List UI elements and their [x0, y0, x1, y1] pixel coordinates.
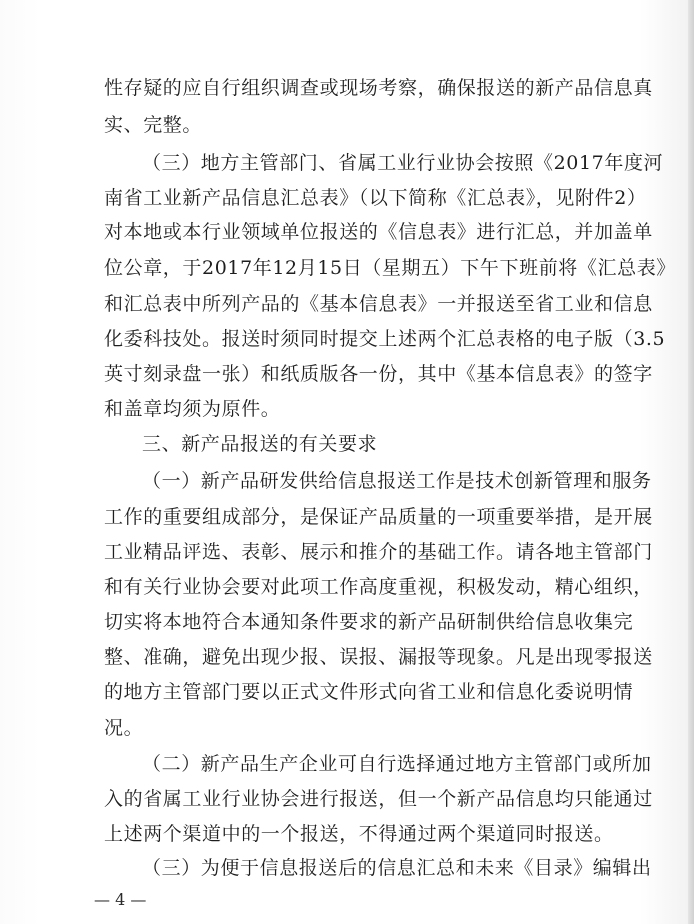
text-line: 位公章，于2017年12月15日（星期五）下午下班前将《汇总表》 [104, 257, 676, 279]
paragraph-heading: （三）地方主管部门、省属工业行业协会按照《2017年度河 [142, 152, 664, 174]
text-line: 和有关行业协会要对此项工作高度重视，积极发动，精心组织， [104, 576, 653, 598]
text-line: 切实将本地符合本通知条件要求的新产品研制供给信息收集完 [104, 611, 634, 633]
text-line: 工作的重要组成部分，是保证产品质量的一项重要举措，是开展 [104, 506, 653, 528]
text-line: 工业精品评选、表彰、展示和推介的基础工作。请各地主管部门 [104, 541, 653, 563]
text-line: 和盖章均须为原件。 [104, 398, 281, 420]
text-line: 化委科技处。报送时须同时提交上述两个汇总表格的电子版（3.5 [104, 328, 666, 350]
text-line: 上述两个渠道中的一个报送，不得通过两个渠道同时报送。 [104, 823, 614, 845]
text-line: 况。 [104, 717, 144, 739]
text-line: 对本地或本行业领域单位报送的《信息表》进行汇总，并加盖单 [104, 221, 653, 243]
paragraph-heading: （二）新产品生产企业可自行选择通过地方主管部门或所加 [142, 753, 652, 775]
text-line: 南省工业新产品信息汇总表》（以下简称《汇总表》，见附件2） [104, 187, 647, 209]
page-number: — 4 — [94, 890, 147, 909]
paragraph-heading: （三）为便于信息报送后的信息汇总和未来《目录》编辑出 [142, 857, 652, 879]
text-line: 英寸刻录盘一张）和纸质版各一份，其中《基本信息表》的签字 [104, 363, 653, 385]
text-line: 的地方主管部门要以正式文件形式向省工业和信息化委说明情 [104, 681, 634, 703]
text-line: 和汇总表中所列产品的《基本信息表》一并报送至省工业和信息 [104, 293, 653, 315]
paragraph-heading: （一）新产品研发供给信息报送工作是技术创新管理和服务 [142, 470, 652, 492]
text-line: 整、准确，避免出现少报、误报、漏报等现象。凡是出现零报送 [104, 646, 653, 668]
text-line: 实、完整。 [104, 114, 203, 136]
text-line: 性存疑的应自行组织调查或现场考察，确保报送的新产品信息真 [104, 77, 653, 99]
page-edge-shadow [688, 0, 694, 924]
text-line: 入的省属工业行业协会进行报送，但一个新产品信息均只能通过 [104, 788, 653, 810]
section-heading: 三、新产品报送的有关要求 [142, 433, 378, 455]
